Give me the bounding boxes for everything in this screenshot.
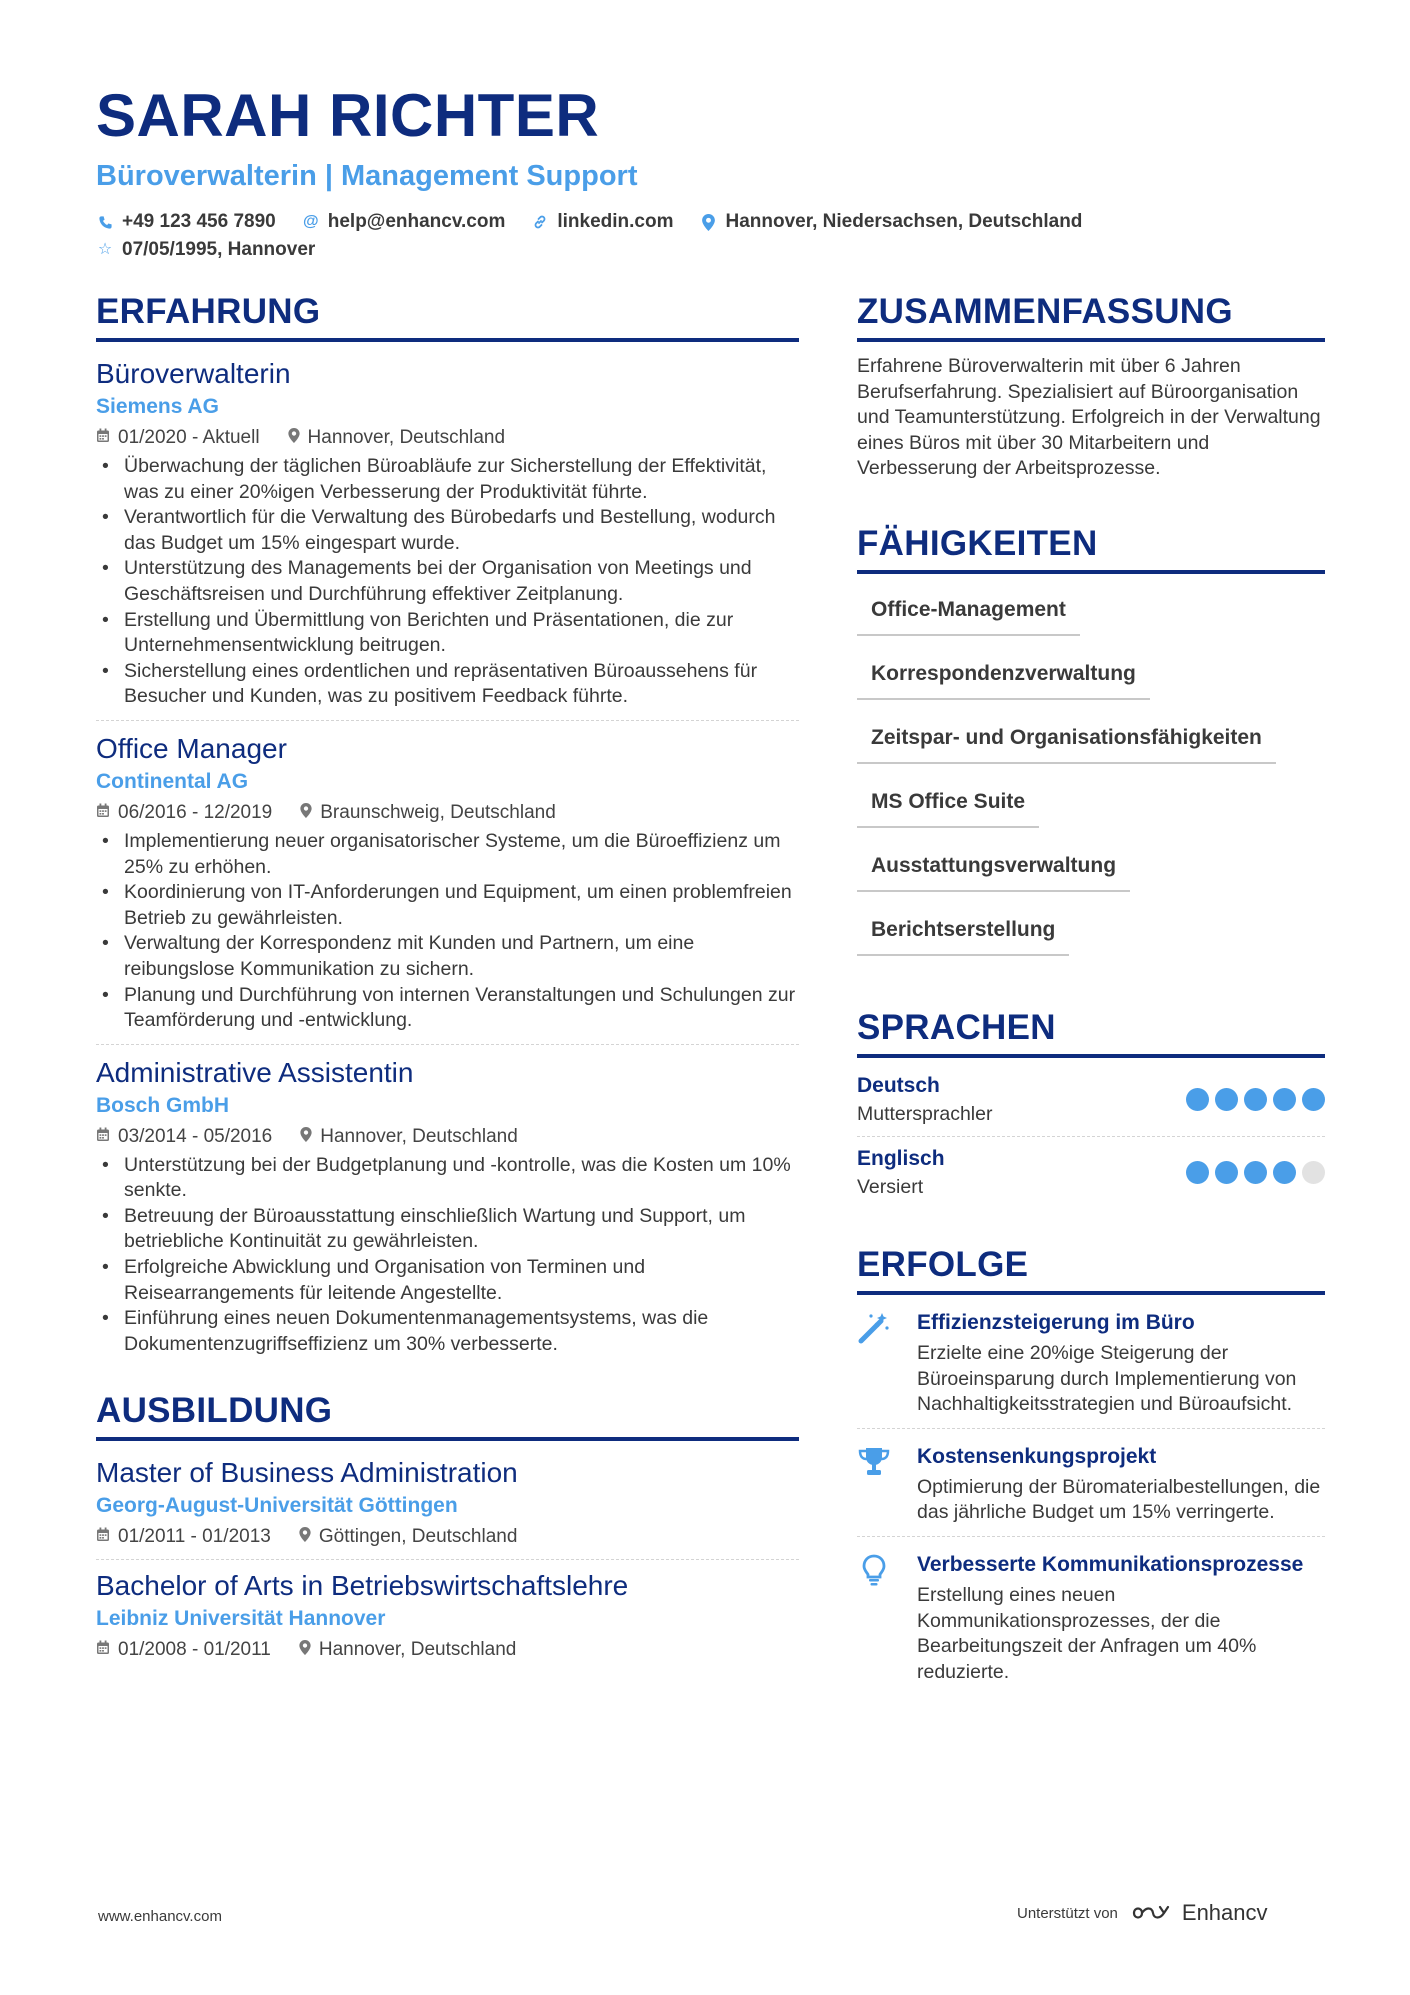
education-entry bbox=[96, 1455, 799, 1560]
enhancv-logo-icon bbox=[1130, 1902, 1176, 1924]
rating-dot bbox=[1215, 1088, 1238, 1111]
achievements-list bbox=[857, 1309, 1325, 1695]
location-pin-icon bbox=[288, 424, 300, 452]
location bbox=[288, 424, 506, 452]
languages-list bbox=[857, 1072, 1325, 1209]
date-text: 01/2020 - Aktuell bbox=[118, 427, 260, 448]
date-text: 06/2016 - 12/2019 bbox=[118, 801, 273, 823]
degree-title: Bachelor of Arts in Betriebswirtschaftslehre bbox=[96, 1570, 629, 1602]
skill-tag: Ausstattungsverwaltung bbox=[857, 844, 1130, 892]
rating-dot bbox=[1302, 1161, 1325, 1184]
location-text: Hannover, Deutschland bbox=[318, 1639, 517, 1661]
education-heading: AUSBILDUNG bbox=[96, 1389, 799, 1441]
date-location-row bbox=[96, 1123, 799, 1151]
achievement-body bbox=[917, 1309, 1325, 1418]
skills-list bbox=[857, 588, 1325, 972]
education-entry bbox=[96, 1568, 799, 1672]
rating-dot bbox=[1244, 1088, 1267, 1111]
bullet-item: • Implementierung neuer organisatorischer Systeme, um die Büroeffizienz um 25% zu erhöhen. bbox=[96, 829, 799, 880]
job-entry bbox=[96, 356, 799, 721]
skills-heading: FÄHIGKEITEN bbox=[857, 522, 1325, 574]
contact-info bbox=[96, 208, 1196, 264]
left-column bbox=[96, 290, 799, 1680]
date-range bbox=[96, 799, 272, 827]
location bbox=[300, 1123, 518, 1151]
language-rating bbox=[1186, 1088, 1325, 1111]
achievement-entry bbox=[857, 1443, 1325, 1537]
phone-text: +49 123 456 7890 bbox=[122, 211, 276, 232]
job-bullets bbox=[96, 1153, 799, 1358]
date-range bbox=[96, 1523, 271, 1551]
candidate-title: Büroverwalterin | Management Support bbox=[96, 160, 638, 192]
linkedin-text: linkedin.com bbox=[557, 211, 674, 232]
language-level: Muttersprachler bbox=[857, 1102, 993, 1125]
location bbox=[299, 1523, 518, 1551]
job-bullets bbox=[96, 829, 799, 1034]
achievement-body bbox=[917, 1443, 1325, 1526]
bullet-item: • Überwachung der täglichen Büroabläufe zur Sicherstellung der Effektivität, was zu einer 20%igen Verbesserung der Produktivität führte. bbox=[96, 454, 799, 505]
date-range bbox=[96, 1636, 271, 1664]
skill-tag: Berichtserstellung bbox=[857, 908, 1069, 956]
language-entry bbox=[857, 1072, 1325, 1137]
achievement-title: Kostensenkungsprojekt bbox=[917, 1444, 1157, 1468]
summary-text: Erfahrene Büroverwalterin mit über 6 Jahren Berufserfahrung. Spezialisiert auf Büroorganisation und Teamunterstützung. Erfolgreich in der Verwaltung eines Büros mit über 30 Mitarbeitern und Verbesserung der Arbeitsprozesse. bbox=[857, 355, 1321, 480]
trophy-icon bbox=[857, 1443, 895, 1526]
achievement-description: Erzielte eine 20%ige Steigerung der Büroeinsparung durch Implementierung von Nachhaltigkeitsstrategien und Büroaufsicht. bbox=[917, 1341, 1297, 1416]
contact-phone[interactable] bbox=[96, 208, 276, 236]
date-location-row bbox=[96, 799, 799, 827]
rating-dot bbox=[1215, 1161, 1238, 1184]
contact-location bbox=[700, 208, 1083, 236]
powered-by-text: Unterstützt von bbox=[1017, 1904, 1118, 1922]
candidate-name: SARAH RICHTER bbox=[96, 82, 600, 149]
company-name[interactable]: Siemens AG bbox=[96, 395, 219, 418]
location-pin-icon bbox=[300, 799, 312, 827]
job-bullets bbox=[96, 454, 799, 710]
bullet-item: • Erfolgreiche Abwicklung und Organisation von Terminen und Reisearrangements für leitende Angestellte. bbox=[96, 1255, 799, 1306]
achievement-description: Optimierung der Büromaterialbestellungen, die das jährliche Budget um 15% verringerte. bbox=[917, 1475, 1321, 1524]
experience-heading: ERFAHRUNG bbox=[96, 290, 799, 342]
location-text: Göttingen, Deutschland bbox=[318, 1526, 518, 1548]
language-info bbox=[857, 1145, 945, 1201]
footer-website[interactable]: www.enhancv.com bbox=[98, 1908, 222, 1925]
rating-dot bbox=[1302, 1088, 1325, 1111]
achievements-heading: ERFOLGE bbox=[857, 1243, 1325, 1295]
rating-dot bbox=[1273, 1161, 1296, 1184]
achievement-entry bbox=[857, 1309, 1325, 1429]
achievement-body bbox=[917, 1551, 1325, 1685]
job-title: Administrative Assistentin bbox=[96, 1056, 414, 1088]
language-rating bbox=[1186, 1161, 1325, 1184]
job-title: Office Manager bbox=[96, 732, 287, 764]
language-name: Deutsch bbox=[857, 1073, 940, 1097]
skill-tag: Zeitspar- und Organisationsfähigkeiten bbox=[857, 716, 1276, 764]
calendar-icon bbox=[96, 1636, 110, 1664]
phone-icon bbox=[96, 215, 114, 230]
language-entry bbox=[857, 1145, 1325, 1209]
contact-email[interactable] bbox=[302, 208, 506, 236]
location bbox=[299, 1636, 517, 1664]
calendar-icon bbox=[96, 424, 110, 452]
bullet-item: • Verantwortlich für die Verwaltung des Bürobedarfs und Bestellung, wodurch das Budget um 15% eingespart wurde. bbox=[96, 505, 799, 556]
footer-branding bbox=[1017, 1900, 1268, 1926]
lightbulb-icon bbox=[857, 1551, 895, 1685]
location-pin-icon bbox=[700, 214, 718, 231]
bullet-item: • Sicherstellung eines ordentlichen und repräsentativen Büroaussehens für Besucher und Kunden, was zu positivem Feedback führte. bbox=[96, 659, 799, 710]
achievement-title: Effizienzsteigerung im Büro bbox=[917, 1310, 1195, 1334]
achievement-entry bbox=[857, 1551, 1325, 1695]
languages-heading: SPRACHEN bbox=[857, 1006, 1325, 1058]
date-text: 01/2008 - 01/2011 bbox=[118, 1639, 271, 1661]
location-text: Hannover, Deutschland bbox=[307, 427, 506, 448]
contact-birth bbox=[96, 236, 315, 264]
bullet-item: • Unterstützung des Managements bei der Organisation von Meetings und Geschäftsreisen und Durchführung effektiver Zeitplanung. bbox=[96, 556, 799, 607]
date-text: 03/2014 - 05/2016 bbox=[118, 1125, 273, 1147]
company-name[interactable]: Bosch GmbH bbox=[96, 1093, 230, 1117]
summary-heading: ZUSAMMENFASSUNG bbox=[857, 290, 1325, 342]
brand-name: Enhancv bbox=[1181, 1900, 1268, 1925]
contact-linkedin[interactable] bbox=[531, 208, 673, 236]
achievement-description: Erstellung eines neuen Kommunikationsprozesses, der die Bearbeitungszeit der Anfragen um 40% reduzierte. bbox=[917, 1583, 1257, 1683]
calendar-icon bbox=[96, 1523, 110, 1551]
bullet-item: • Betreuung der Büroausstattung einschließlich Wartung und Support, um betriebliche Kontinuität zu gewährleisten. bbox=[96, 1204, 799, 1255]
rating-dot bbox=[1244, 1161, 1267, 1184]
experience-list bbox=[96, 356, 799, 1367]
magic-wand-icon bbox=[857, 1309, 895, 1418]
school-name[interactable]: Leibniz Universität Hannover bbox=[96, 1607, 386, 1631]
skill-tag: Office-Management bbox=[857, 588, 1080, 636]
location-text: Hannover, Deutschland bbox=[320, 1125, 518, 1147]
job-entry bbox=[96, 1055, 799, 1368]
bullet-item: • Verwaltung der Korrespondenz mit Kunden und Partnern, um eine reibungslose Kommunikation zu sichern. bbox=[96, 931, 799, 982]
date-range bbox=[96, 1123, 272, 1151]
brand-logo[interactable] bbox=[1130, 1900, 1268, 1926]
achievement-title: Verbesserte Kommunikationsprozesse bbox=[917, 1552, 1304, 1576]
language-name: Englisch bbox=[857, 1146, 945, 1170]
bullet-item: • Planung und Durchführung von internen Veranstaltungen und Schulungen zur Teamförderung und -entwicklung. bbox=[96, 983, 799, 1034]
bullet-item: • Erstellung und Übermittlung von Berichten und Präsentationen, die zur Unternehmensentwicklung beitrugen. bbox=[96, 608, 799, 659]
location bbox=[300, 799, 556, 827]
date-range bbox=[96, 424, 260, 452]
date-text: 01/2011 - 01/2013 bbox=[118, 1526, 271, 1548]
rating-dot bbox=[1186, 1088, 1209, 1111]
bullet-item: • Koordinierung von IT-Anforderungen und Equipment, um einen problemfreien Betrieb zu gewährleisten. bbox=[96, 880, 799, 931]
rating-dot bbox=[1186, 1161, 1209, 1184]
skill-tag: MS Office Suite bbox=[857, 780, 1039, 828]
location-text: Braunschweig, Deutschland bbox=[320, 801, 556, 823]
calendar-icon bbox=[96, 1123, 110, 1151]
location-pin-icon bbox=[300, 1123, 312, 1151]
date-location-row bbox=[96, 1523, 799, 1551]
right-column bbox=[857, 290, 1325, 1709]
education-list bbox=[96, 1455, 799, 1672]
bullet-item: • Einführung eines neuen Dokumentenmanagementsystems, was die Dokumentenzugriffseffizienz um 30% verbesserte. bbox=[96, 1306, 799, 1357]
job-entry bbox=[96, 731, 799, 1045]
at-icon: @ bbox=[302, 213, 319, 230]
language-info bbox=[857, 1072, 992, 1128]
school-name[interactable]: Georg-August-Universität Göttingen bbox=[96, 1494, 458, 1518]
birth-text: 07/05/1995, Hannover bbox=[122, 239, 316, 260]
rating-dot bbox=[1273, 1088, 1296, 1111]
link-icon bbox=[531, 214, 549, 230]
date-location-row bbox=[96, 424, 799, 452]
resume-header bbox=[96, 80, 1316, 264]
location-pin-icon bbox=[299, 1523, 311, 1551]
language-level: Versiert bbox=[857, 1175, 924, 1198]
location-pin-icon bbox=[299, 1636, 311, 1664]
bullet-item: • Unterstützung bei der Budgetplanung und -kontrolle, was die Kosten um 10% senkte. bbox=[96, 1153, 799, 1204]
star-icon: ☆ bbox=[97, 241, 113, 258]
company-name[interactable]: Continental AG bbox=[96, 769, 249, 793]
calendar-icon bbox=[96, 799, 110, 827]
degree-title: Master of Business Administration bbox=[96, 1457, 518, 1489]
location-text: Hannover, Niedersachsen, Deutschland bbox=[725, 211, 1083, 232]
email-text: help@enhancv.com bbox=[327, 211, 506, 232]
skill-tag: Korrespondenzverwaltung bbox=[857, 652, 1150, 700]
job-title: Büroverwalterin bbox=[96, 358, 291, 389]
date-location-row bbox=[96, 1636, 799, 1664]
